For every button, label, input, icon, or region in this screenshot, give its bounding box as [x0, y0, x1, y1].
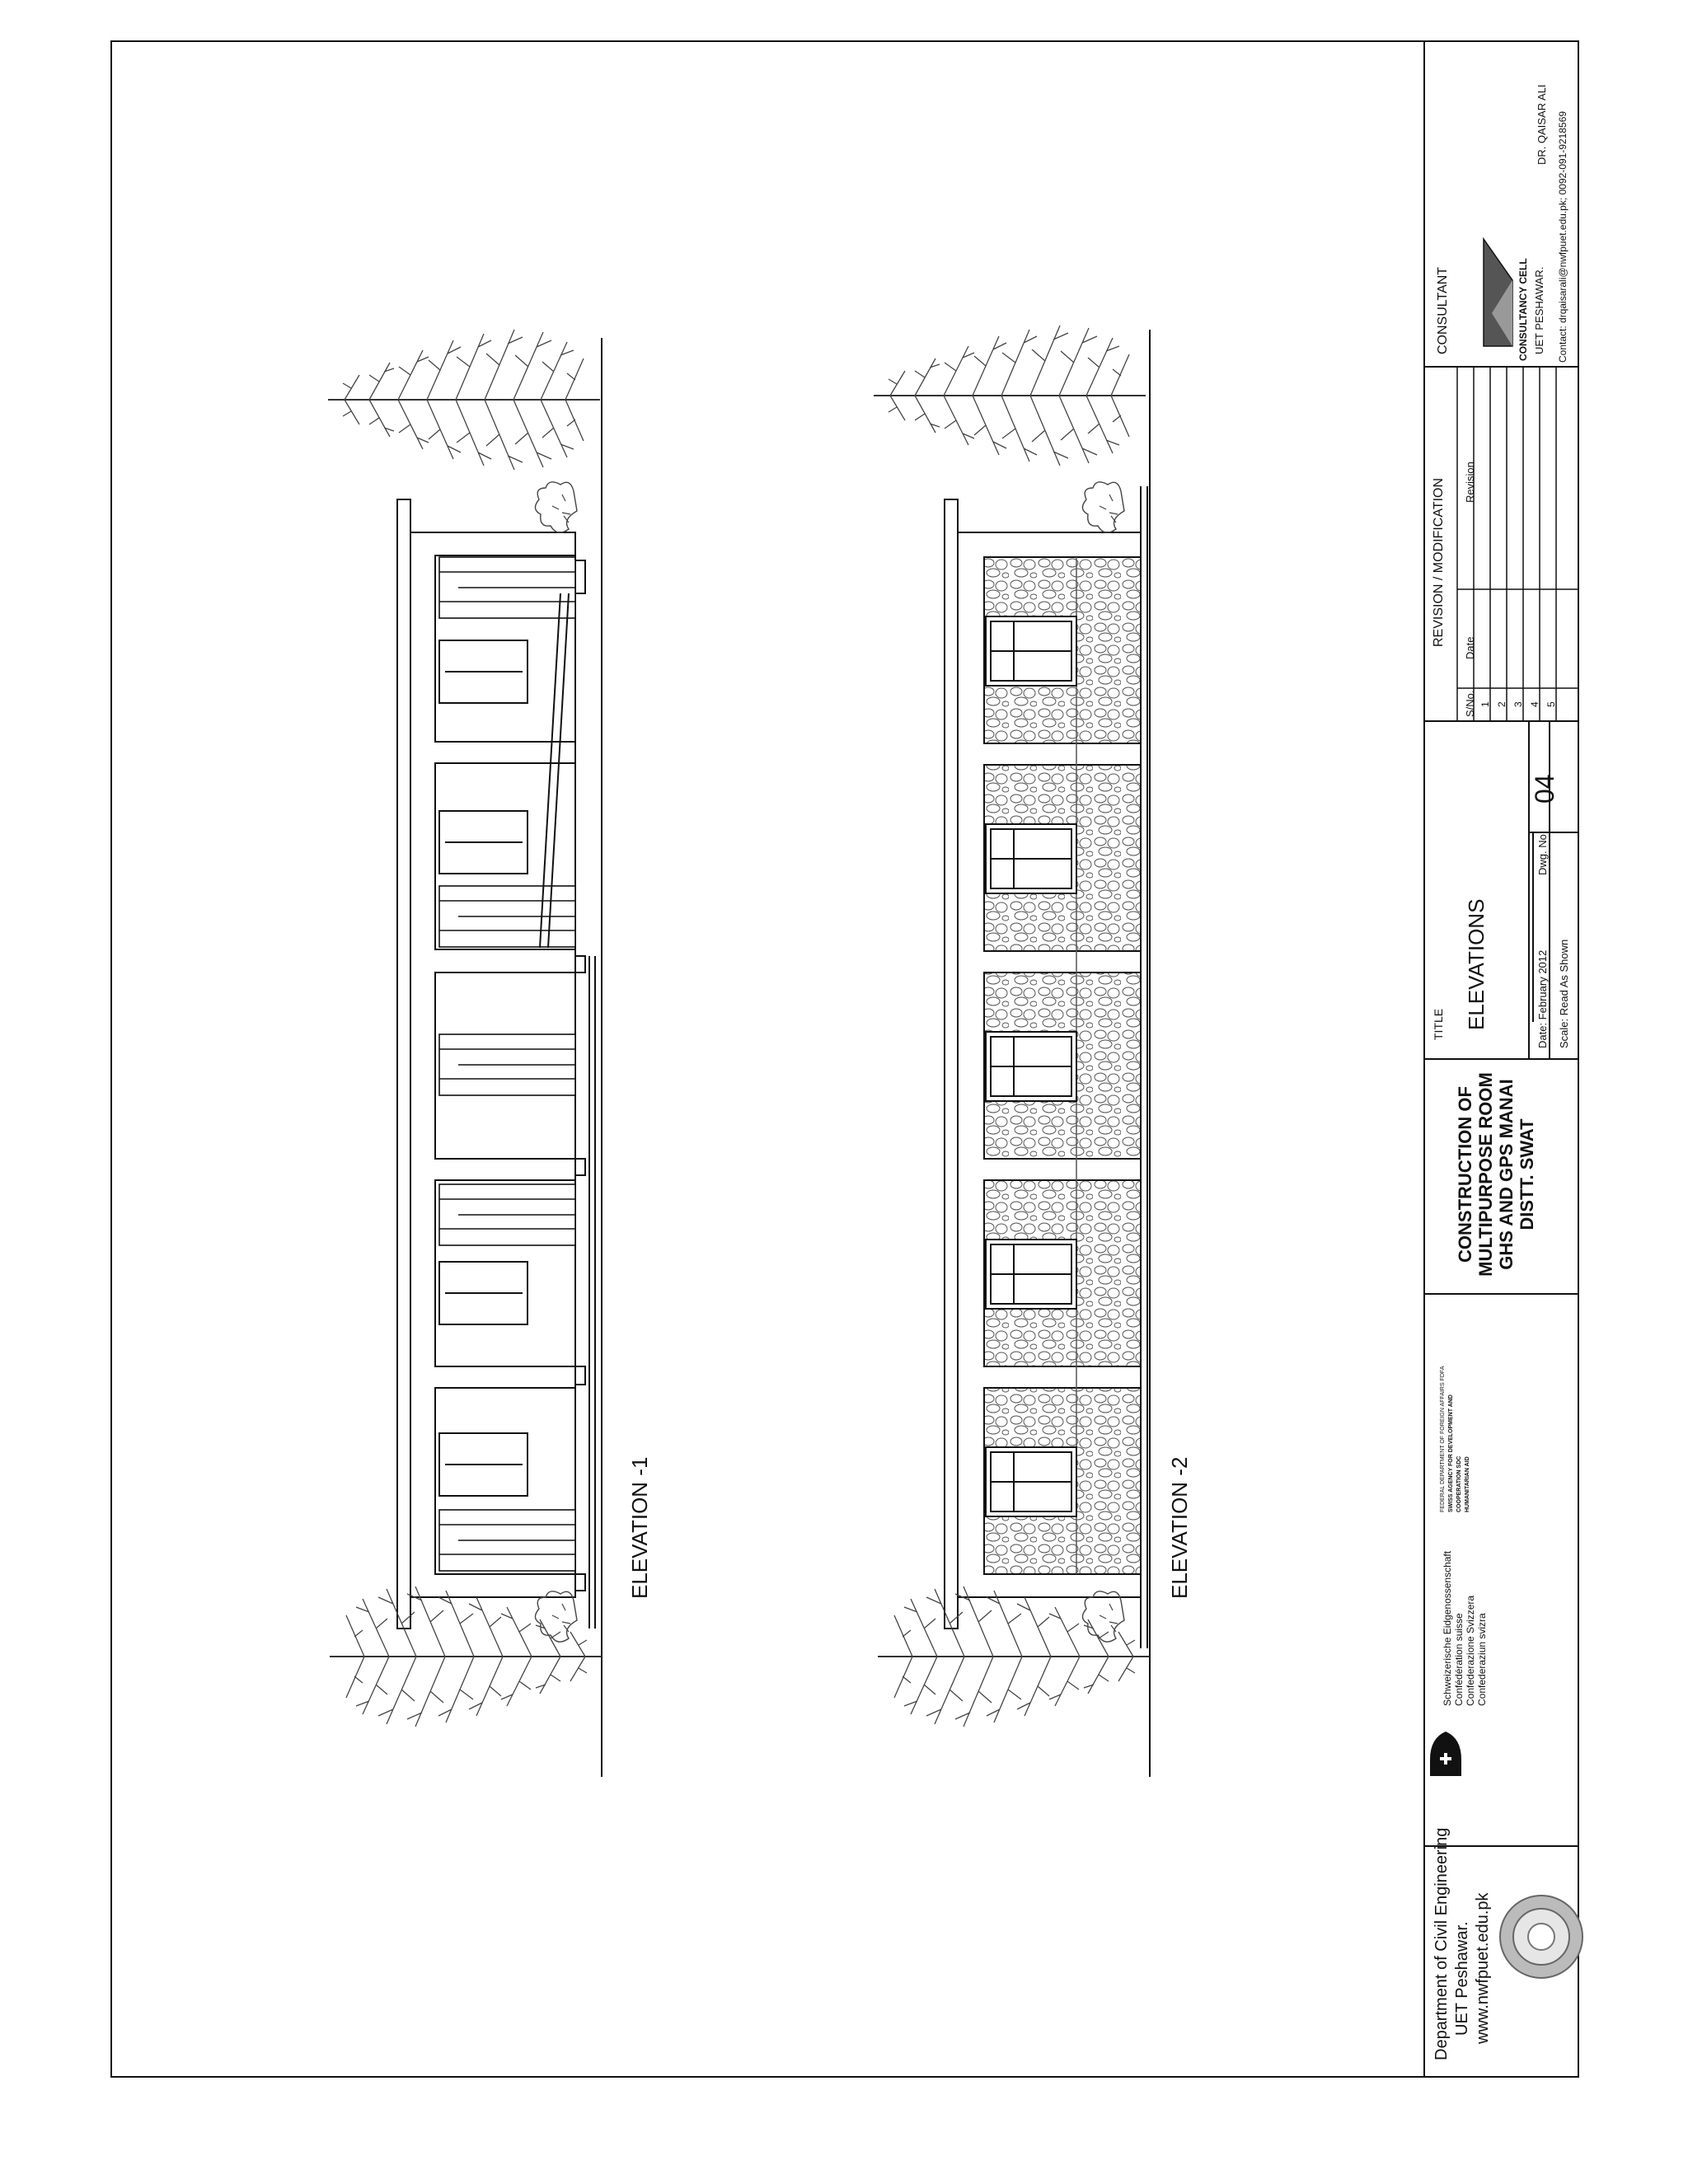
swiss-line-2: Confédération suisse: [1453, 1613, 1465, 1706]
revision-col-sno: S/No.: [1464, 690, 1476, 717]
sdc-line-3: COOPERATION SDC: [1456, 1455, 1462, 1512]
revision-row-2: 2: [1496, 701, 1507, 707]
dwg-number: 04: [1530, 774, 1559, 804]
revision-col-date: Date: [1464, 636, 1476, 659]
department-line-1: Department of Civil Engineering: [1432, 1827, 1451, 2060]
uet-logo: [1500, 1896, 1582, 1978]
swiss-line-1: Schweizerische Eidgenossenschaft: [1442, 1550, 1453, 1706]
revision-table: [1457, 367, 1578, 721]
department-line-3: www.nwfpuet.edu.pk: [1474, 1892, 1492, 2044]
project-line-3: GHS AND GPS MANAI: [1496, 1079, 1517, 1270]
sheet-border: [111, 41, 1578, 2077]
consultancy-org: UET PESHAWAR.: [1533, 266, 1545, 354]
project-line-1: CONSTRUCTION OF: [1455, 1086, 1475, 1263]
sdc-line-4: HUMANITARIAN AID: [1465, 1456, 1470, 1512]
scale-text: Scale: Read As Shown: [1558, 939, 1570, 1048]
revision-heading: REVISION / MODIFICATION: [1432, 477, 1446, 647]
swiss-crest-icon: [1430, 1732, 1461, 1776]
revision-col-revision: Revision: [1464, 462, 1476, 503]
revision-row-4: 4: [1529, 701, 1540, 707]
roof-slab: [945, 499, 958, 1629]
elevation-1: [328, 330, 652, 1777]
consultant-contact: Contact: drqaisarali@nwfpuet.edu.pk; 0092-091-9218569: [1557, 110, 1568, 363]
consultant-heading: CONSULTANT: [1436, 266, 1450, 354]
project-line-2: MULTIPURPOSE ROOM: [1475, 1072, 1496, 1277]
swiss-line-4: Confederaziun svizra: [1476, 1613, 1488, 1706]
date-text: Date: February 2012: [1536, 949, 1549, 1048]
project-line-4: DISTT. SWAT: [1517, 1118, 1537, 1230]
revision-row-1: 1: [1479, 701, 1491, 707]
title-block: [1424, 84, 1582, 2060]
elevation-2: [874, 326, 1192, 1777]
elevation-1-label: ELEVATION -1: [627, 1456, 652, 1599]
dwg-label: Dwg. No.: [1536, 831, 1549, 875]
consultancy-logo: [1484, 239, 1512, 346]
elevation-2-label: ELEVATION -2: [1167, 1456, 1192, 1599]
revision-row-3: 3: [1512, 701, 1524, 707]
swiss-line-3: Confederazione Svizzera: [1465, 1595, 1476, 1706]
revision-row-5: 5: [1545, 701, 1557, 707]
roof-slab: [397, 499, 410, 1629]
consultant-person: DR. QAISAR ALI: [1536, 84, 1548, 165]
department-line-2: UET Peshawar.: [1453, 1921, 1471, 2036]
title-label: TITLE: [1432, 1008, 1445, 1040]
sdc-line-2: SWISS AGENCY FOR DEVELOPMENT AND: [1448, 1394, 1454, 1512]
title-value: ELEVATIONS: [1464, 898, 1489, 1030]
sdc-line-1: FEDERAL DEPARTMENT OF FOREIGN AFFAIRS FDFA: [1440, 1366, 1446, 1512]
consultancy-cell: CONSULTANCY CELL: [1517, 258, 1529, 361]
